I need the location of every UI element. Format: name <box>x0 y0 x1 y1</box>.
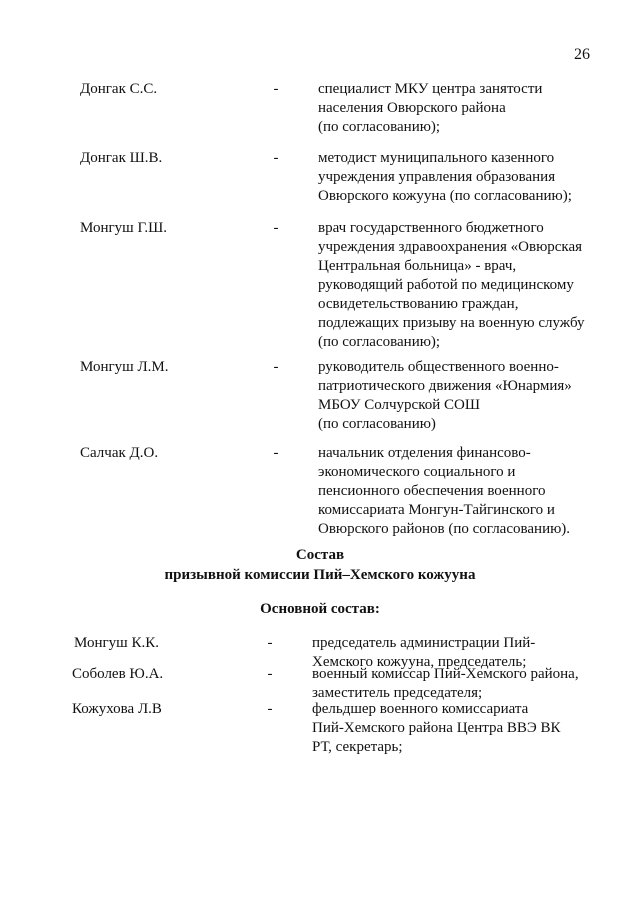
page-number: 26 <box>574 46 590 63</box>
dash-separator: - <box>273 81 279 97</box>
role-line: Хемского кожууна, председатель; <box>312 654 527 670</box>
dash-separator: - <box>267 701 273 717</box>
role-line: специалист МКУ центра занятости <box>318 81 543 97</box>
role-line: патриотического движения «Юнармия» <box>318 378 572 394</box>
role-line: врач государственного бюджетного <box>318 220 544 236</box>
dash-separator: - <box>273 445 279 461</box>
dash-separator: - <box>267 666 273 682</box>
role-line: учреждения здравоохранения «Овюрская <box>318 239 583 255</box>
role-line: комиссариата Монгун-Тайгинского и <box>318 502 555 518</box>
role-line: МБОУ Солчурской СОШ <box>318 397 480 413</box>
role-line: экономического социального и <box>318 464 516 480</box>
member-name: Монгуш К.К. <box>74 635 159 651</box>
member-name: Соболев Ю.А. <box>72 666 164 682</box>
role-line: председатель администрации Пий- <box>312 635 536 651</box>
role-line: пенсионного обеспечения военного <box>318 483 546 499</box>
role-line: подлежащих призыву на военную службу <box>318 315 585 331</box>
member-role <box>312 665 612 703</box>
member-name: Салчак Д.О. <box>80 445 159 461</box>
role-line: методист муниципального казенного <box>318 150 555 166</box>
role-line: (по согласованию); <box>318 334 441 350</box>
dash-separator: - <box>273 359 279 375</box>
member-name: Кожухова Л.В <box>72 701 162 717</box>
member-name: Донгак С.С. <box>80 81 158 97</box>
role-line: Овюрского кожууна (по согласованию); <box>318 188 572 204</box>
dash-separator: - <box>273 220 279 236</box>
member-role <box>318 358 618 434</box>
role-line: РТ, секретарь; <box>312 739 403 755</box>
role-line: фельдшер военного комиссариата <box>312 701 529 717</box>
dash-separator: - <box>273 150 279 166</box>
role-line: Пий-Хемского района Центра ВВЭ ВК <box>312 720 561 736</box>
member-name: Монгуш Л.М. <box>80 359 169 375</box>
role-line: освидетельствованию граждан, <box>318 296 519 312</box>
dash-separator: - <box>267 635 273 651</box>
role-line: населения Овюрского района <box>318 100 506 116</box>
section-title: Состав <box>295 547 345 563</box>
role-line: Центральная больница» - врач, <box>318 258 517 274</box>
role-line: руководитель общественного военно- <box>318 359 559 375</box>
subsection-title: Основной состав: <box>260 601 380 617</box>
role-line: военный комиссар Пий-Хемского района, <box>312 666 579 682</box>
section-subtitle: призывной комиссии Пий–Хемского кожууна <box>164 567 476 583</box>
role-line: (по согласованию); <box>318 119 441 135</box>
role-line: заместитель председателя; <box>312 685 483 701</box>
member-role <box>318 80 618 137</box>
member-role <box>318 219 618 352</box>
role-line: Овюрского районов (по согласованию). <box>318 521 571 537</box>
member-role <box>318 444 618 539</box>
member-name: Донгак Ш.В. <box>80 150 163 166</box>
role-line: учреждения управления образования <box>318 169 556 185</box>
member-role <box>318 149 618 206</box>
role-line: руководящий работой по медицинскому <box>318 277 574 293</box>
member-name: Монгуш Г.Ш. <box>80 220 168 236</box>
role-line: (по согласованию) <box>318 416 436 432</box>
member-role <box>312 700 612 757</box>
role-line: начальник отделения финансово- <box>318 445 531 461</box>
